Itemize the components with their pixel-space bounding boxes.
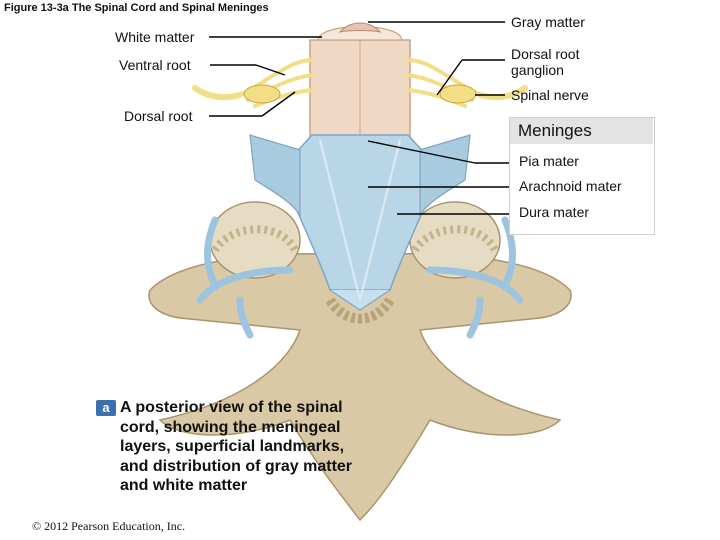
label-gray-matter: Gray matter: [511, 14, 585, 30]
label-ventral-root: Ventral root: [119, 57, 191, 73]
caption-text: A posterior view of the spinal cord, showing the meningeal layers, superficial landmarks, and distribution of gray matter and white matter: [120, 399, 353, 494]
caption-badge: a: [96, 400, 116, 416]
label-white-matter: White matter: [115, 29, 195, 45]
meninges-title: Meninges: [518, 121, 592, 140]
label-dorsal-root-ganglion-line2: ganglion: [511, 62, 564, 78]
label-pia-mater: Pia mater: [519, 153, 579, 169]
label-dorsal-root-ganglion: [511, 46, 579, 78]
label-dura-mater: Dura mater: [519, 204, 590, 220]
label-arachnoid-mater: Arachnoid mater: [519, 178, 622, 194]
label-dorsal-root-ganglion-line1: Dorsal root: [511, 46, 580, 62]
spinal-cord: [310, 23, 410, 150]
label-spinal-nerve: Spinal nerve: [511, 87, 589, 103]
dorsal-root-ganglion-left: [244, 85, 280, 103]
dorsal-root-ganglion-right: [440, 85, 476, 103]
copyright: © 2012 Pearson Education, Inc.: [32, 519, 186, 533]
label-dorsal-root: Dorsal root: [124, 108, 193, 124]
figure-title: Figure 13-3a The Spinal Cord and Spinal Meninges: [4, 2, 269, 14]
